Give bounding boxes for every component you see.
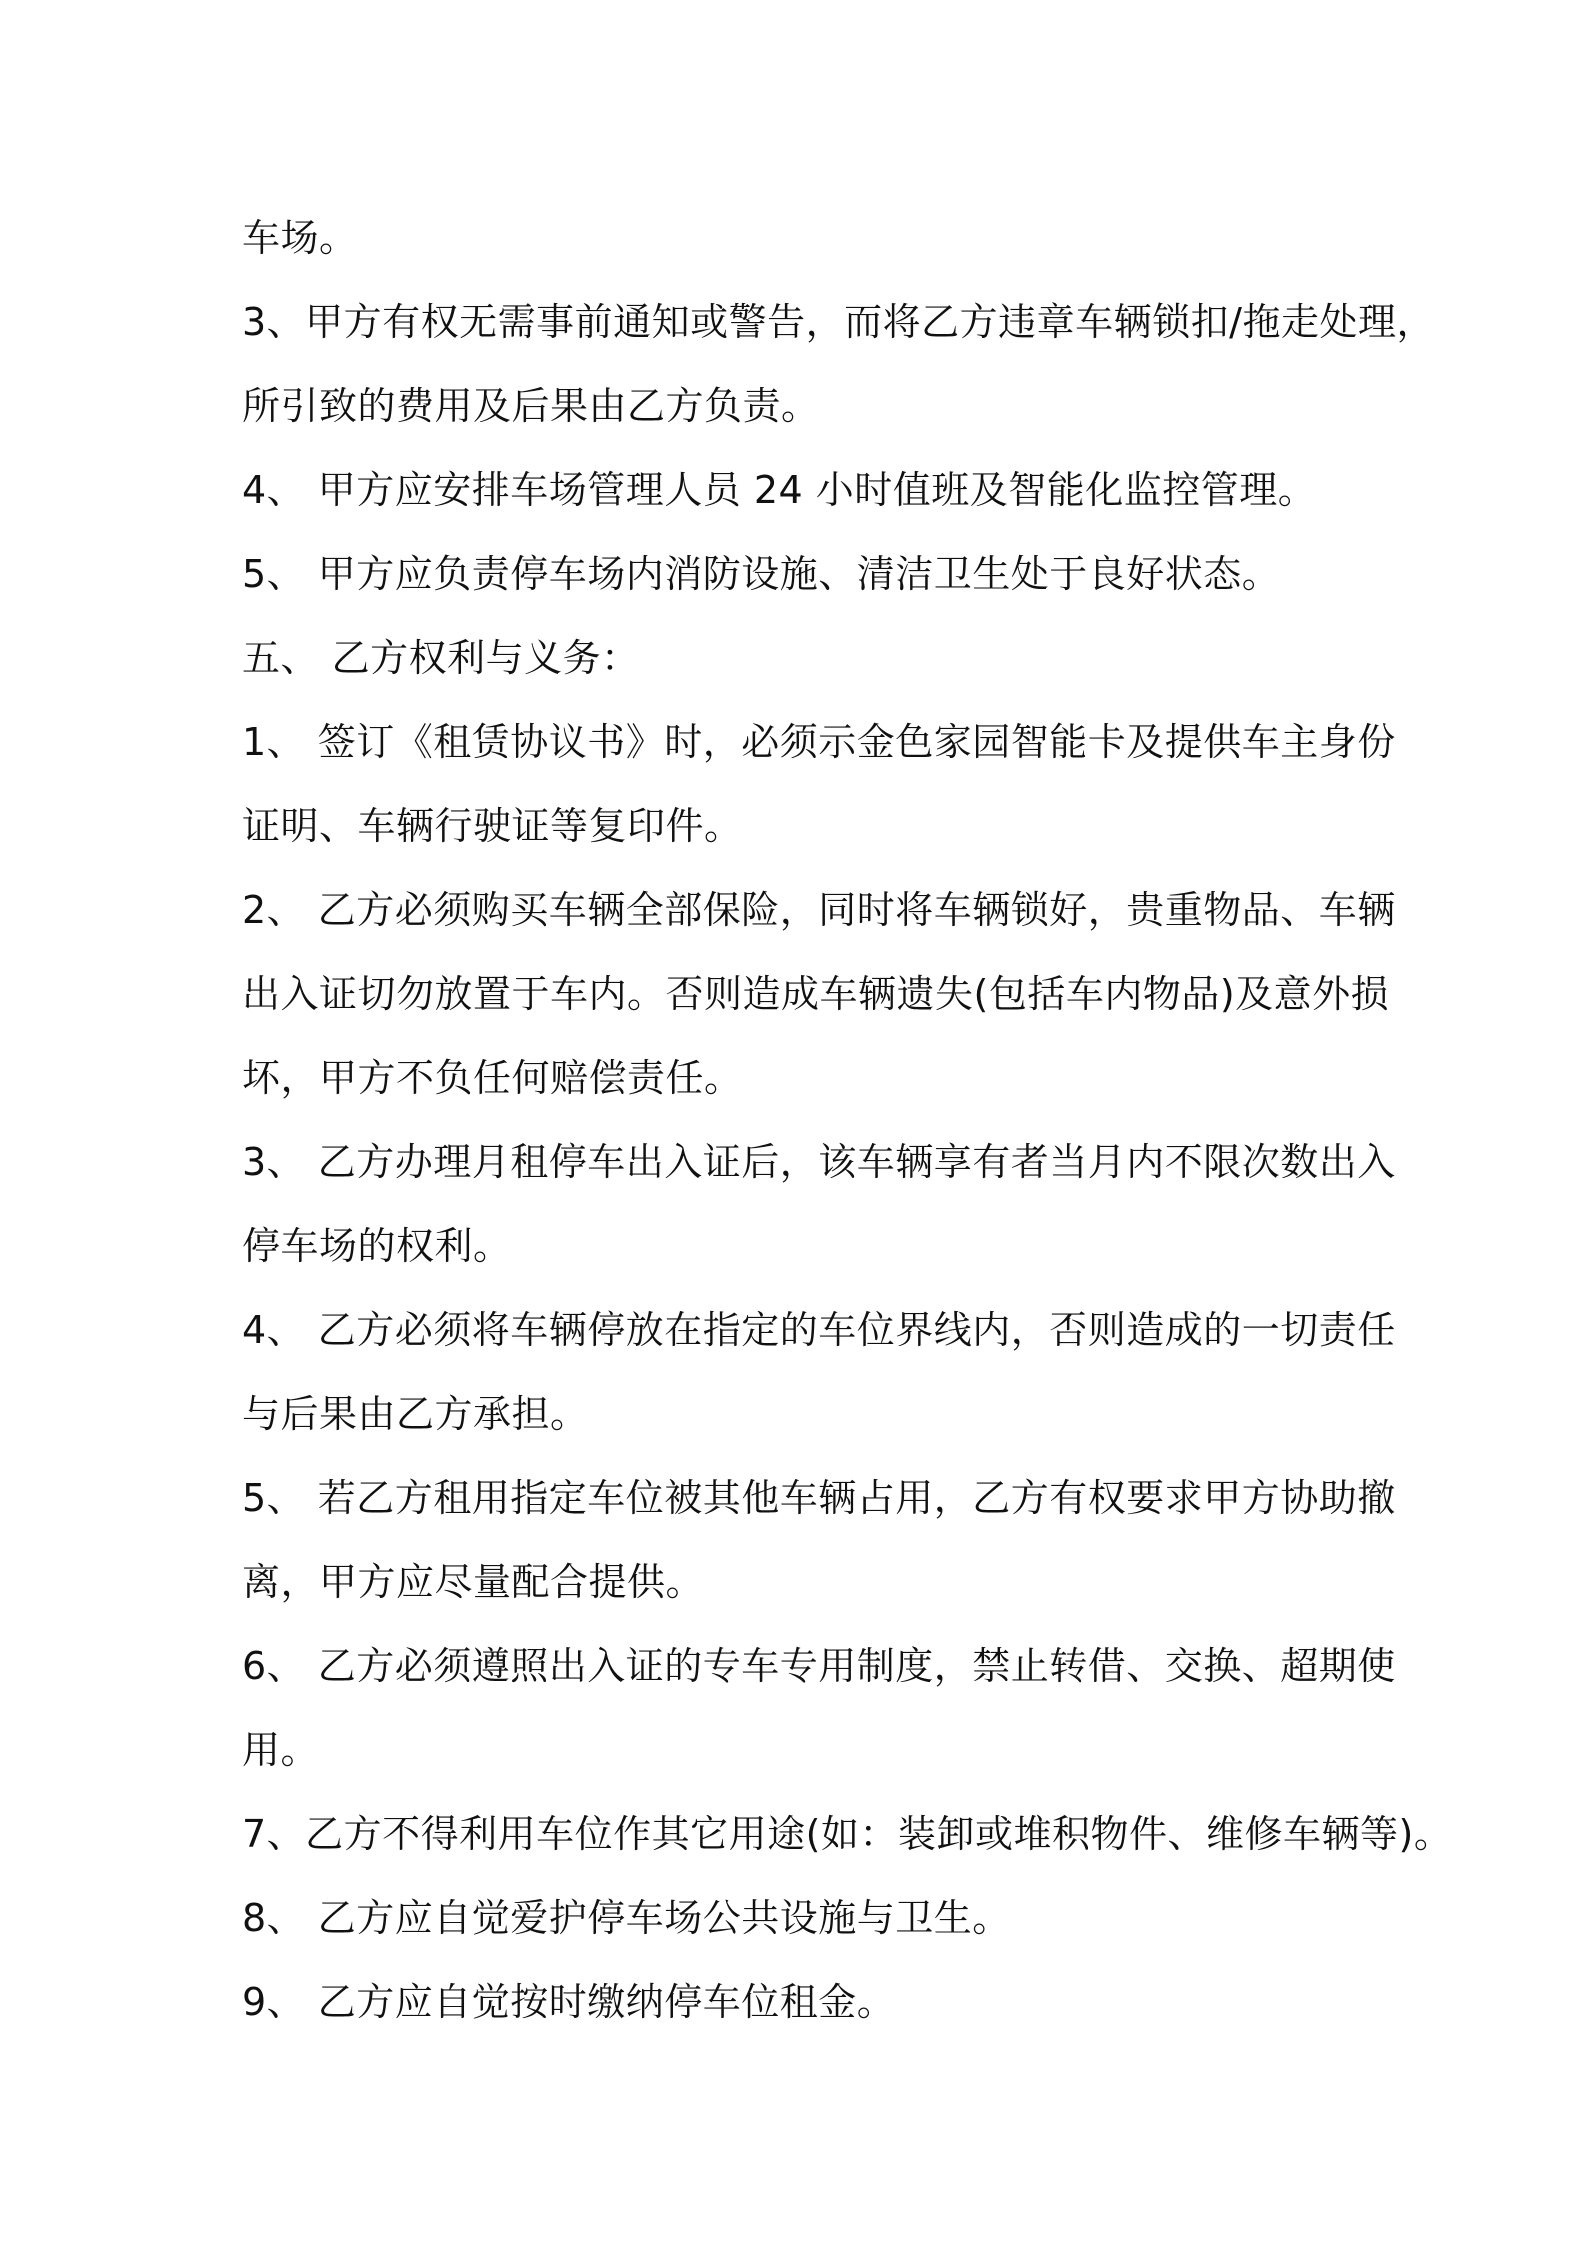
text-line: 7、乙方不得利用车位作其它用途(如：装卸或堆积物件、维修车辆等)。 bbox=[242, 1812, 1453, 1856]
text-line: 6、 乙方必须遵照出入证的专车专用制度，禁止转借、交换、超期使 bbox=[242, 1644, 1396, 1688]
text-line: 3、甲方有权无需事前通知或警告，而将乙方违章车辆锁扣/拖走处理， bbox=[242, 300, 1435, 344]
text-line: 车场。 bbox=[242, 216, 358, 260]
text-line: 坏，甲方不负任何赔偿责任。 bbox=[242, 1056, 743, 1100]
text-line: 5、 甲方应负责停车场内消防设施、清洁卫生处于良好状态。 bbox=[242, 552, 1281, 596]
text-line: 1、 签订《租赁协议书》时，必须示金色家园智能卡及提供车主身份 bbox=[242, 720, 1396, 764]
text-line: 9、 乙方应自觉按时缴纳停车位租金。 bbox=[242, 1980, 896, 2024]
section-heading: 五、 乙方权利与义务： bbox=[242, 636, 640, 680]
text-line: 4、 甲方应安排车场管理人员 24 小时值班及智能化监控管理。 bbox=[242, 468, 1317, 512]
text-line: 用。 bbox=[242, 1728, 320, 1772]
text-line: 4、 乙方必须将车辆停放在指定的车位界线内，否则造成的一切责任 bbox=[242, 1308, 1396, 1352]
text-line: 8、 乙方应自觉爱护停车场公共设施与卫生。 bbox=[242, 1896, 1011, 1940]
text-line: 离，甲方应尽量配合提供。 bbox=[242, 1560, 705, 1604]
text-line: 与后果由乙方承担。 bbox=[242, 1392, 589, 1436]
text-line: 证明、车辆行驶证等复印件。 bbox=[242, 804, 743, 848]
text-line: 3、 乙方办理月租停车出入证后，该车辆享有者当月内不限次数出入 bbox=[242, 1140, 1396, 1184]
document-body bbox=[242, 196, 1453, 2044]
text-line: 出入证切勿放置于车内。否则造成车辆遗失(包括车内物品)及意外损 bbox=[242, 972, 1390, 1016]
text-line: 5、 若乙方租用指定车位被其他车辆占用，乙方有权要求甲方协助撤 bbox=[242, 1476, 1396, 1520]
text-line: 所引致的费用及后果由乙方负责。 bbox=[242, 384, 820, 428]
text-line: 停车场的权利。 bbox=[242, 1224, 512, 1268]
text-line: 2、 乙方必须购买车辆全部保险，同时将车辆锁好，贵重物品、车辆 bbox=[242, 888, 1396, 932]
